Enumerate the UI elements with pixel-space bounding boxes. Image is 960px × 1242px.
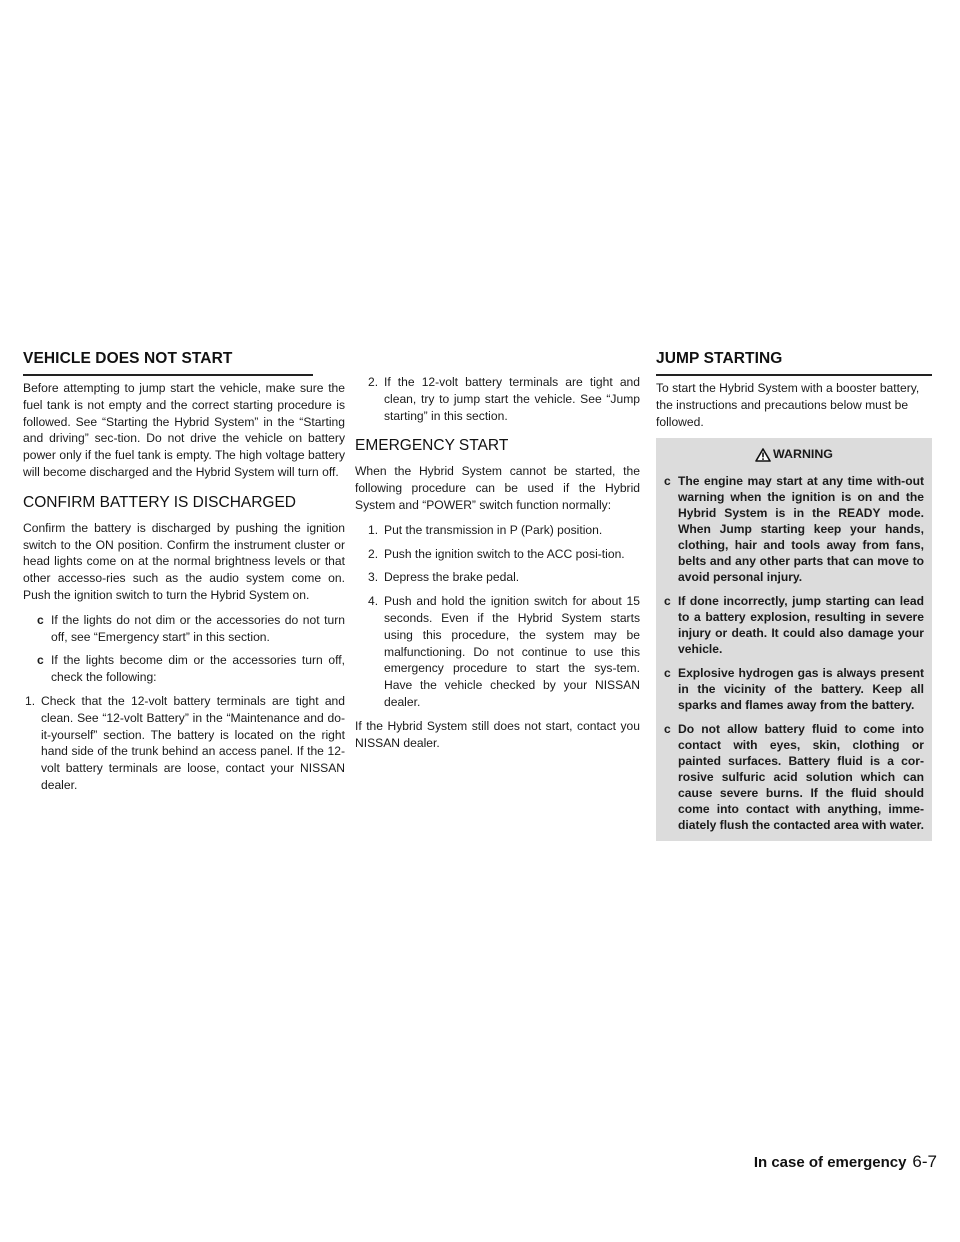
step-number: 3. bbox=[368, 570, 379, 585]
warning-text: The engine may start at any time with-out warning when the ignition is on and the Hybrid System is in the READY mode. When Jump starting keep your hands, clothing, hair and tools away from fans, belts and any other parts that can move to avoid personal injury. bbox=[678, 474, 924, 585]
subhead-confirm-battery: CONFIRM BATTERY IS DISCHARGED bbox=[23, 493, 297, 511]
step-number: 1. bbox=[368, 522, 379, 537]
column-2 bbox=[355, 375, 640, 759]
bullet-icon: c bbox=[664, 722, 671, 737]
list-item bbox=[664, 665, 924, 713]
list-item bbox=[23, 612, 345, 646]
list-item bbox=[664, 473, 924, 585]
warning-label: WARNING bbox=[773, 447, 833, 462]
step-number: 2. bbox=[368, 375, 379, 389]
warning-text: Do not allow battery fluid to come into contact with eyes, skin, clothing or painted surfaces. Battery fluid is a cor-rosive sulfuric acid solution which can cause severe burns. If the fluid should come into contact with anything, imme-diately flush the contacted area with water. bbox=[678, 722, 924, 833]
list-item bbox=[355, 546, 640, 563]
heading-jump-starting: JUMP STARTING bbox=[656, 350, 783, 367]
column-3 bbox=[656, 380, 932, 841]
list-item bbox=[664, 593, 924, 657]
list-item bbox=[23, 652, 345, 686]
step-text: Push and hold the ignition switch for about 15 seconds. Even if the Hybrid System starts using this procedure, the system may be malfunctioning. Do not continue to use this emergency procedure to start the sys-tem. Have the vehicle checked by your NISSAN dealer. bbox=[384, 594, 640, 709]
bullet-icon: c bbox=[664, 594, 671, 609]
warning-header bbox=[664, 446, 924, 463]
list-item bbox=[664, 721, 924, 833]
step-number: 4. bbox=[368, 594, 379, 609]
intro-paragraph: Before attempting to jump start the vehicle, make sure the fuel tank is not empty and the correct starting procedure is followed. See “Starting the Hybrid System” in the “Starting and driving” sec-tion. Do not drive the vehicle on battery power only if the fuel tank is empty. The high voltage battery will become discharged and the Hybrid System will turn off. bbox=[23, 381, 345, 479]
heading-rule-right bbox=[656, 374, 932, 376]
subhead-emergency-start: EMERGENCY START bbox=[355, 437, 509, 455]
list-item bbox=[23, 693, 345, 794]
list-item bbox=[355, 522, 640, 539]
confirm-paragraph: Confirm the battery is discharged by pushing the ignition switch to the ON position. Confirm the instrument cluster or head lights come on at the normal brightness levels or that other accesso-ries such as the audio system come on. Push the ignition switch to turn the Hybrid System on. bbox=[23, 520, 345, 602]
list-item bbox=[355, 569, 640, 586]
list-item bbox=[355, 593, 640, 711]
warning-text: If done incorrectly, jump starting can lead to a battery explosion, resulting in severe injury or death. It could also damage your vehicle. bbox=[678, 594, 924, 657]
bullet-icon: c bbox=[37, 612, 44, 627]
emergency-intro: When the Hybrid System cannot be started, the following procedure can be used if the Hybrid System and “POWER” switch function normally: bbox=[355, 464, 640, 512]
step-text: Depress the brake pedal. bbox=[384, 570, 520, 585]
column-1 bbox=[23, 380, 345, 801]
list-item bbox=[355, 374, 640, 424]
bullet-text: If the lights do not dim or the accessories do not turn off, see “Emergency start” in this section. bbox=[51, 612, 345, 644]
warning-box bbox=[656, 438, 932, 841]
heading-rule-left bbox=[23, 374, 313, 376]
step-text: Put the transmission in P (Park) position. bbox=[384, 522, 603, 537]
bullet-icon: c bbox=[37, 653, 44, 668]
step-text: Check that the 12-volt battery terminals are tight and clean. See “12-volt Battery” in the “Maintenance and do-it-yourself” section. The battery is located on the right hand side of the trunk behind an access panel. If the 12-volt battery terminals are loose, contact your NISSAN dealer. bbox=[41, 693, 345, 792]
bullet-text: If the lights become dim or the accessories turn off, check the following: bbox=[51, 653, 345, 685]
page-number: 6-7 bbox=[912, 1152, 937, 1171]
page-footer bbox=[754, 1152, 937, 1172]
step-number: 2. bbox=[368, 546, 379, 561]
step-text: Push the ignition switch to the ACC posi-tion. bbox=[384, 546, 625, 561]
step-number: 1. bbox=[25, 693, 36, 708]
warning-triangle-icon bbox=[755, 448, 771, 462]
bullet-icon: c bbox=[664, 474, 671, 489]
footer-section-title: In case of emergency bbox=[753, 1154, 907, 1171]
bullet-icon: c bbox=[664, 666, 671, 681]
warning-text: Explosive hydrogen gas is always present in the vicinity of the battery. Keep all sparks and flames away from the battery. bbox=[678, 666, 924, 713]
jump-intro: To start the Hybrid System with a booster battery, the instructions and precautions below must be followed. bbox=[656, 381, 920, 429]
step-text: If the 12-volt battery terminals are tight and clean, try to jump start the vehicle. See “Jump starting” in this section. bbox=[384, 375, 640, 423]
heading-vehicle-does-not-start: VEHICLE DOES NOT START bbox=[23, 350, 233, 367]
emergency-outro: If the Hybrid System still does not start, contact you NISSAN dealer. bbox=[355, 718, 640, 750]
